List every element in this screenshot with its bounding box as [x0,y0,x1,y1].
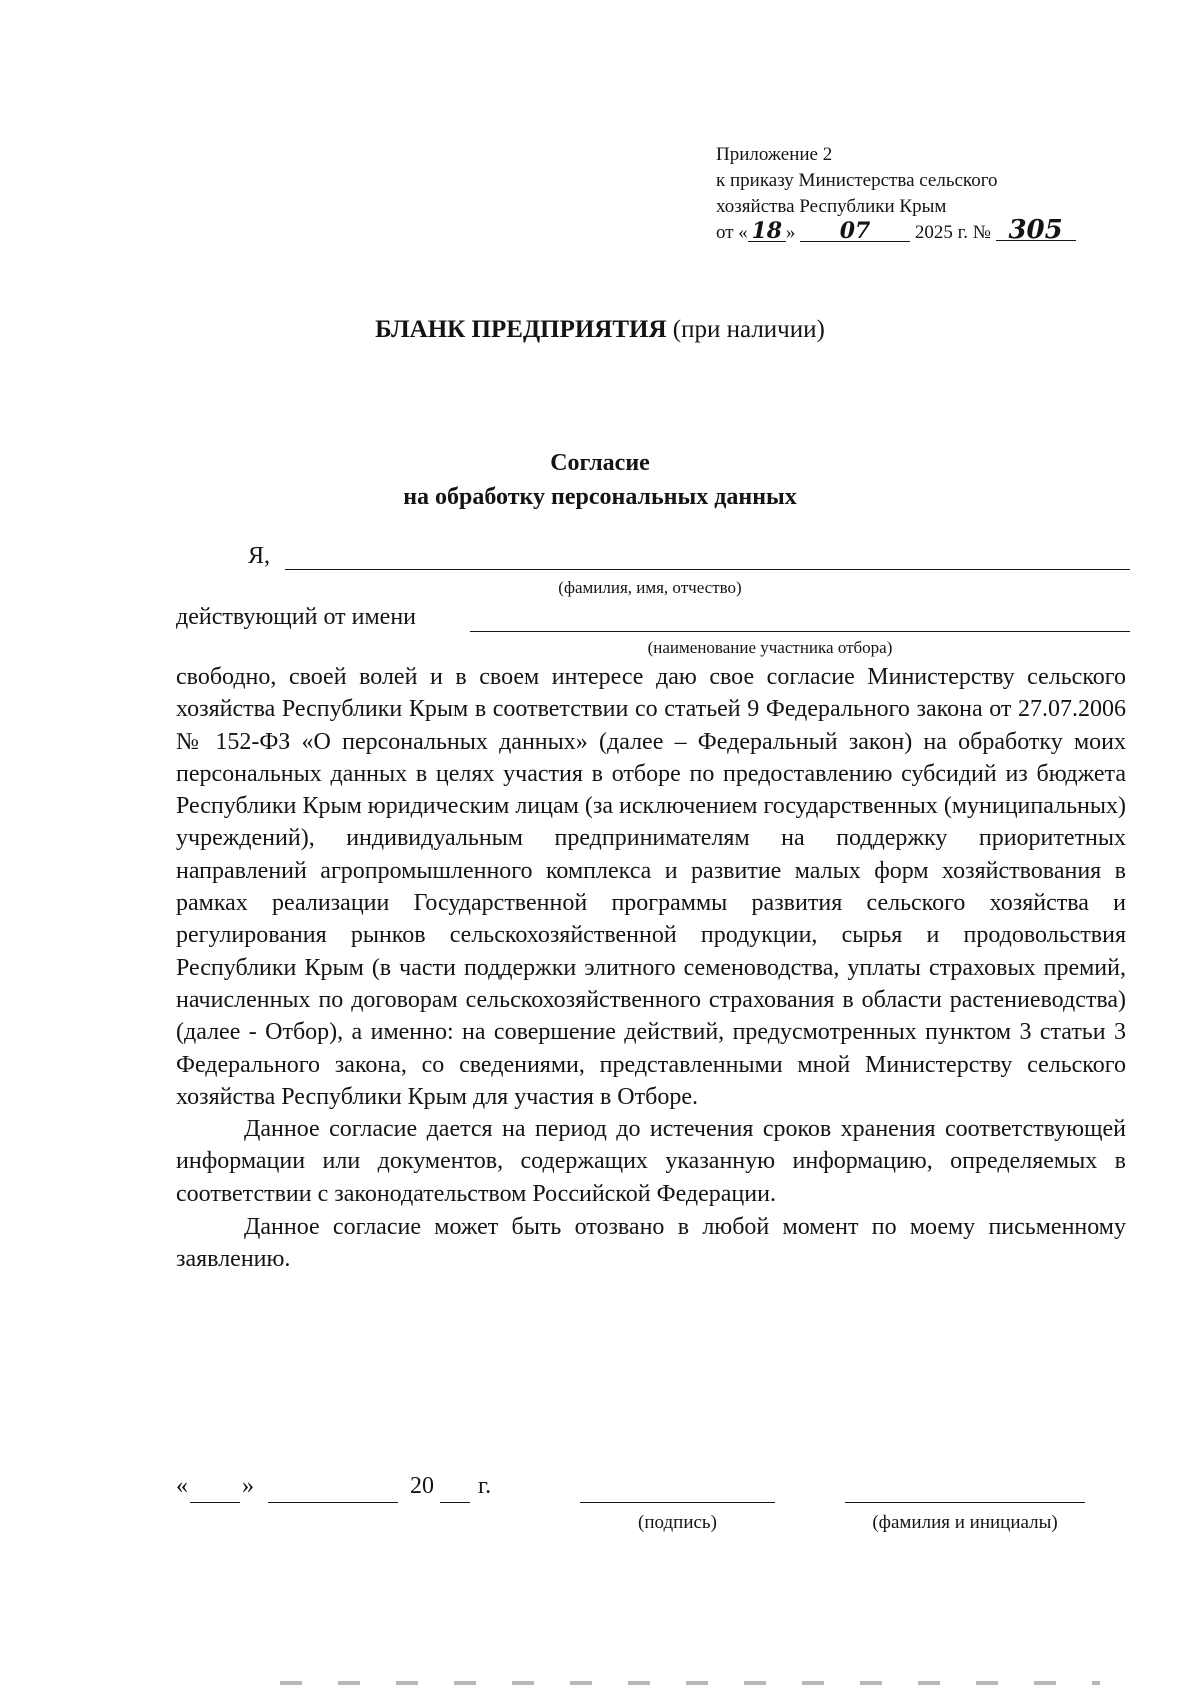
enterprise-letterhead-title [0,316,1200,344]
date-prefix: от « [716,222,748,243]
sign-month-field[interactable] [268,1478,398,1503]
handwritten-order-number: 305 [996,220,1076,241]
letterhead-bold: БЛАНК ПРЕДПРИЯТИЯ [375,316,667,343]
date-quote-close: » [242,1473,254,1499]
consent-title [0,446,1200,514]
acting-label: действующий от имени [176,604,416,630]
appendix-line-3: хозяйства Республики Крым [716,196,947,217]
participant-field-line[interactable] [470,607,1130,632]
fio-caption: (фамилия, имя, отчество) [558,578,742,597]
date-year-text: 2025 г. № [914,222,991,243]
i-label: Я, [248,543,271,569]
body-paragraph-3: Данное согласие может быть отозвано в любой момент по моему письменному заявлению. [176,1214,1126,1273]
sign-day-field[interactable] [190,1478,240,1503]
appendix-line-2: к приказу Министерства сельского [716,170,998,191]
scan-artifact-dashes [280,1681,1100,1685]
letterhead-regular: (при наличии) [672,316,825,343]
participant-caption: (наименование участника отбора) [647,638,893,657]
appendix-block [716,142,1076,246]
name-initials-caption: (фамилия и инициалы) [872,1512,1058,1533]
sign-century: 20 [410,1473,434,1499]
consent-body [176,661,1126,1276]
signature-caption: (подпись) [638,1512,717,1533]
date-day-close: » [785,222,796,243]
appendix-line-1: Приложение 2 [716,144,833,165]
date-quote-open: « [176,1473,188,1499]
sign-year-field[interactable] [440,1478,470,1503]
handwritten-month: 07 [800,221,910,242]
sign-year-suffix: г. [478,1473,492,1499]
fio-field-line[interactable] [285,545,1130,570]
signature-field[interactable] [580,1478,775,1503]
handwritten-day: 18 [748,221,786,242]
consent-title-line-2: на обработку персональных данных [403,484,797,510]
appendix-date-line [716,215,1076,246]
body-paragraph-2: Данное согласие дается на период до истечения сроков хранения соответствующей информации или документов, содержащих указанную информацию, определяемых в соответствии с законодательством Российской Федерации. [176,1116,1126,1207]
name-initials-field[interactable] [845,1478,1085,1503]
consent-title-line-1: Согласие [550,450,650,476]
body-paragraph-1: свободно, своей волей и в своем интересе даю свое согласие Министерству сельского хозяйства Республики Крым в соответствии со статьей 9 Федерального закона от 27.07.2006 № 152-ФЗ «О персональных данных» (далее – Федеральный закон) на обработку моих персональных данных в целях участия в отборе по предоставлению субсидий из бюджета Республики Крым юридическим лицам (за исключением государственных (муниципальных) учреждений), индивидуальным предпринимателям на поддержку приоритетных направлений агропромышленного комплекса и развитие малых форм хозяйствования в рамках реализации Государственной программы развития сельского хозяйства и регулирования рынков сельскохозяйственной продукции, сырья и продовольствия Республики Крым (в части поддержки элитного семеноводства, уплаты страховых премий, начисленных по договорам сельскохозяйственного страхования в области растениеводства) (далее - Отбор), а именно: на совершение действий, предусмотренных пунктом 3 статьи 3 Федерального закона, со сведениями, представленными мной Министерству сельского хозяйства Республики Крым для участия в Отборе. [176,664,1126,1110]
